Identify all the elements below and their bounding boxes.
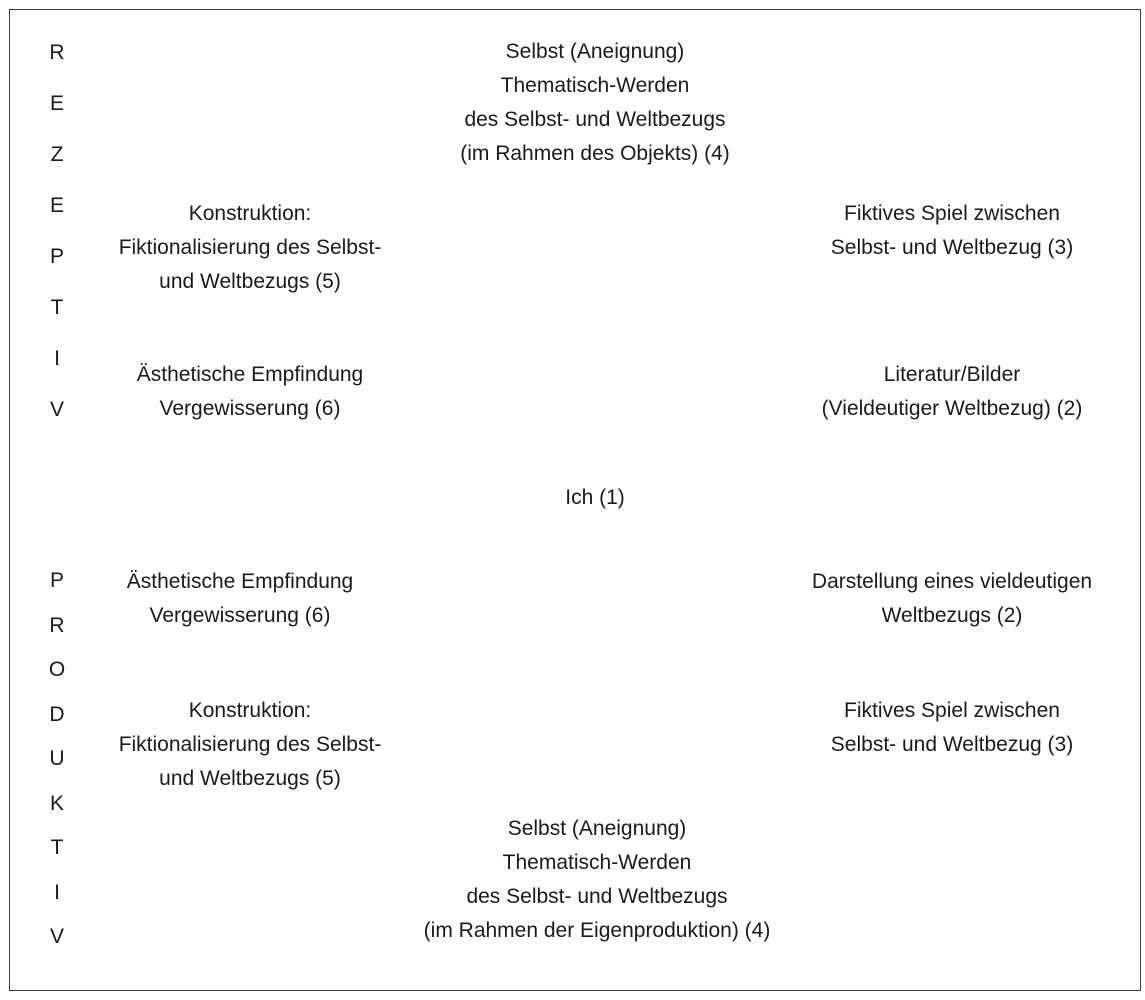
produktiv-letter: T <box>50 836 64 859</box>
rezeptiv-selbst-line: des Selbst- und Weltbezugs <box>464 108 726 131</box>
produktiv-darstellung <box>812 565 1092 633</box>
rezeptiv-konstruktion-line: Konstruktion: <box>188 202 312 225</box>
rezeptiv-vertical-label <box>49 27 64 435</box>
rezeptiv-selbst-line: Thematisch-Werden <box>500 74 690 97</box>
produktiv-letter: U <box>49 747 65 770</box>
produktiv-letter: I <box>54 880 60 904</box>
rezeptiv-literatur-line: Literatur/Bilder <box>883 363 1021 386</box>
produktiv-letter: D <box>49 702 65 726</box>
rezeptiv-letter: E <box>49 194 65 217</box>
produktiv-aesthetische-line: Vergewisserung (6) <box>149 604 331 627</box>
rezeptiv-selbst-line: (im Rahmen des Objekts) (4) <box>460 142 730 165</box>
produktiv-letter: R <box>49 613 65 637</box>
rezeptiv-letter: Z <box>50 143 64 166</box>
produktiv-fiktives-spiel <box>831 694 1073 762</box>
produktiv-fiktives-spiel-line: Selbst- und Weltbezug (3) <box>830 733 1074 756</box>
rezeptiv-letter: P <box>49 245 65 268</box>
rezeptiv-aesthetische-empfindung <box>137 358 363 426</box>
produktiv-selbst-aneignung <box>424 812 771 948</box>
rezeptiv-konstruktion-line: und Weltbezugs (5) <box>159 270 341 293</box>
produktiv-selbst-line: (im Rahmen der Eigenproduktion) (4) <box>423 919 771 942</box>
center-ich <box>565 481 625 515</box>
produktiv-konstruktion-line: und Weltbezugs (5) <box>159 767 341 790</box>
produktiv-letter: V <box>49 925 64 948</box>
rezeptiv-fiktives-spiel-line: Selbst- und Weltbezug (3) <box>830 236 1074 259</box>
produktiv-konstruktion <box>119 694 382 796</box>
rezeptiv-fiktives-spiel <box>831 197 1073 265</box>
rezeptiv-selbst-line: Selbst (Aneignung) <box>505 40 685 63</box>
produktiv-konstruktion-line: Konstruktion: <box>188 699 312 722</box>
rezeptiv-fiktives-spiel-line: Fiktives Spiel zwischen <box>844 202 1060 225</box>
produktiv-konstruktion-line: Fiktionalisierung des Selbst- <box>118 733 382 756</box>
produktiv-selbst-line: Thematisch-Werden <box>502 851 692 874</box>
rezeptiv-konstruktion <box>119 197 382 299</box>
rezeptiv-letter: E <box>49 92 65 115</box>
produktiv-darstellung-line: Weltbezugs (2) <box>881 604 1023 627</box>
rezeptiv-letter: V <box>49 398 65 421</box>
produktiv-selbst-line: Selbst (Aneignung) <box>507 817 687 840</box>
rezeptiv-selbst-aneignung <box>460 35 730 171</box>
produktiv-darstellung-line: Darstellung eines vieldeutigen <box>811 570 1093 593</box>
rezeptiv-konstruktion-line: Fiktionalisierung des Selbst- <box>118 236 382 259</box>
rezeptiv-letter: I <box>54 347 60 370</box>
produktiv-letter: P <box>49 569 64 592</box>
produktiv-fiktives-spiel-line: Fiktives Spiel zwischen <box>844 699 1060 722</box>
rezeptiv-literatur-line: (Vieldeutiger Weltbezug) (2) <box>821 397 1083 420</box>
produktiv-aesthetische-line: Ästhetische Empfindung <box>126 570 354 593</box>
rezeptiv-literatur-bilder <box>822 358 1083 426</box>
produktiv-aesthetische-empfindung <box>127 565 353 633</box>
rezeptiv-letter: R <box>49 41 65 64</box>
produktiv-letter: O <box>48 658 66 681</box>
rezeptiv-letter: T <box>50 296 64 319</box>
rezeptiv-aesthetische-line: Ästhetische Empfindung <box>136 363 364 386</box>
rezeptiv-aesthetische-line: Vergewisserung (6) <box>159 397 341 420</box>
produktiv-selbst-line: des Selbst- und Weltbezugs <box>466 885 728 908</box>
produktiv-letter: K <box>49 791 64 815</box>
center-ich-label: Ich (1) <box>565 486 625 509</box>
produktiv-vertical-label <box>49 559 65 960</box>
